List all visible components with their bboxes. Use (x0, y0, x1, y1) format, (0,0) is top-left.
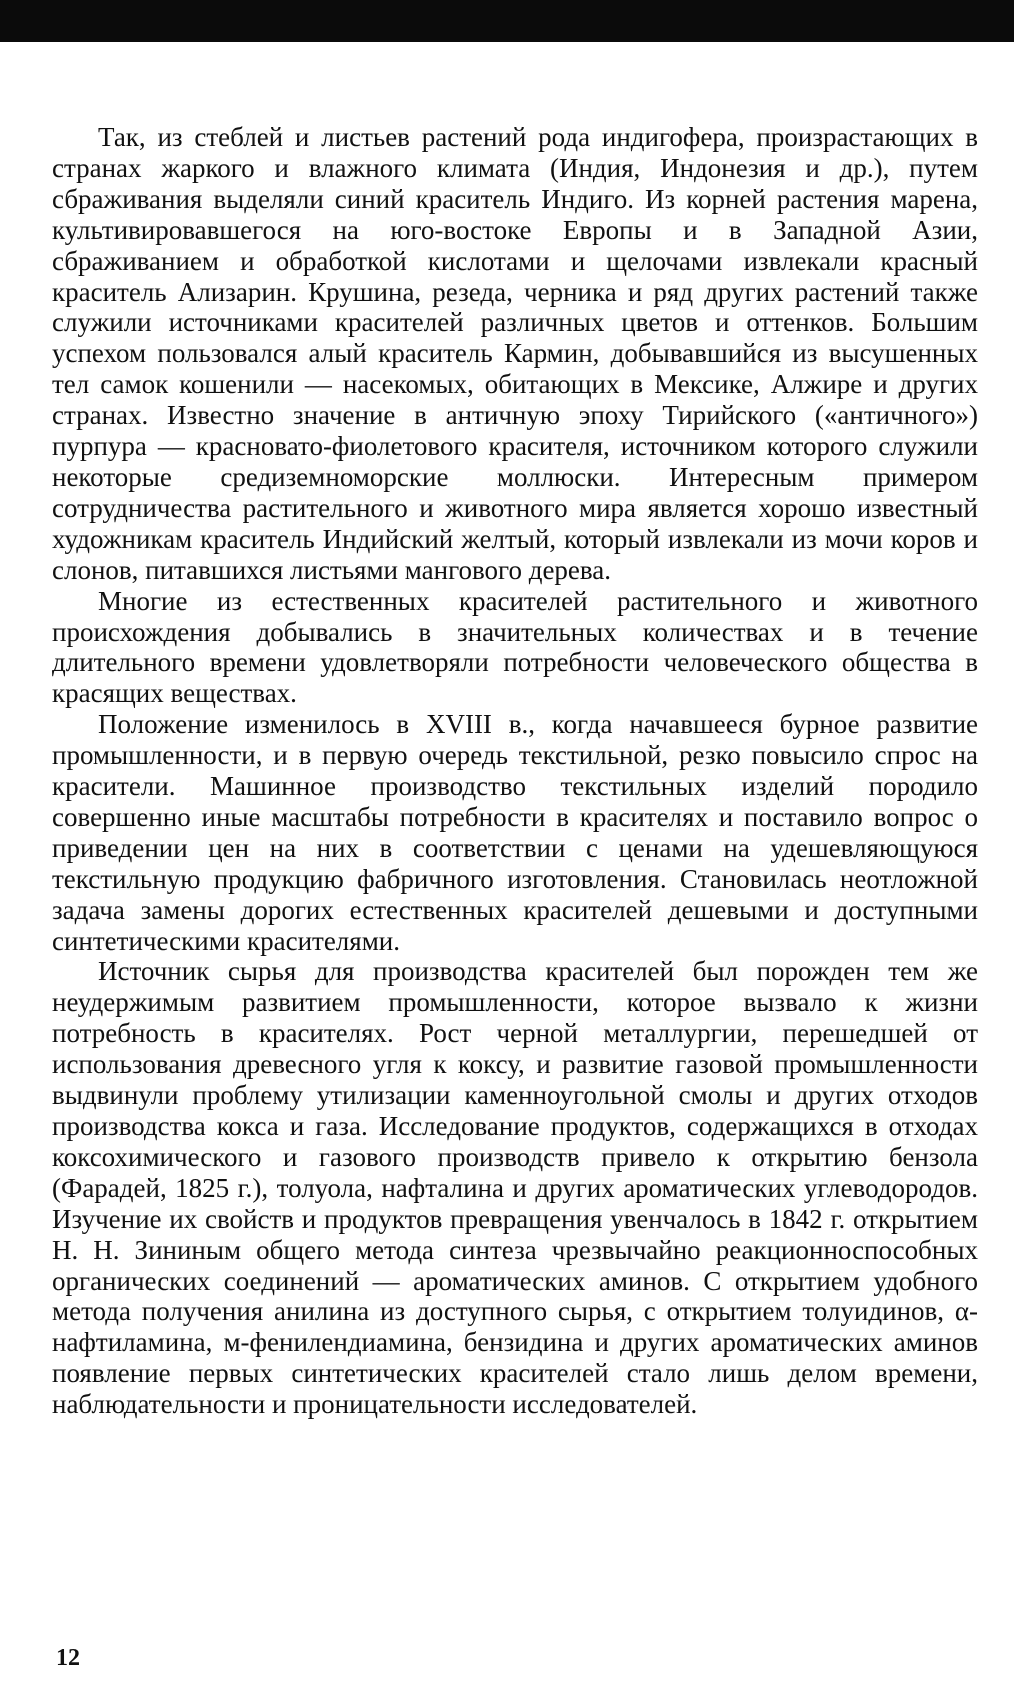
top-edge-bar (0, 0, 1014, 42)
paragraph-3: Положение изменилось в XVIII в., когда начавшееся бурное развитие промышленности, и в первую очередь текстильной, резко повысило спрос на красители. Машинное производство текстильных изделий породило совершенно иные масштабы потребности в красителях и поставило вопрос о приведении цен на них в соответствии с ценами на удешевляющуюся текстильную продукцию фабричного изготовления. Становилась неотложной задача замены дорогих естественных красителей дешевыми и доступными синтетическими красителями. (52, 709, 978, 956)
paragraph-1: Так, из стеблей и листьев растений рода индигофера, произрастающих в странах жаркого и влажного климата (Индия, Индонезия и др.), путем сбраживания выделяли синий краситель Индиго. Из корней растения марена, культивировавшегося на юго-востоке Европы и в Западной Азии, сбраживанием и обработкой кислотами и щелочами извлекали красный краситель Ализарин. Крушина, резеда, черника и ряд других растений также служили источниками красителей различных цветов и оттенков. Большим успехом пользовался алый краситель Кармин, добывавшийся из высушенных тел самок кошенили — насекомых, обитающих в Мексике, Алжире и других странах. Известно значение в античную эпоху Тирийского («античного») пурпура — красновато-фиолетового красителя, источником которого служили некоторые средиземноморские моллюски. Интересным примером сотрудничества растительного и животного мира является хорошо известный художникам краситель Индийский желтый, который извлекали из мочи коров и слонов, питавшихся листьями мангового дерева. (52, 122, 978, 585)
paragraph-4: Источник сырья для производства красителей был порожден тем же неудержимым развитием промышленности, которое вызвало к жизни потребность в красителях. Рост черной металлургии, перешедшей от использования древесного угля к коксу, и развитие газовой промышленности выдвинули проблему утилизации каменноугольной смолы и других отходов производства кокса и газа. Исследование продуктов, содержащихся в отходах коксохимического и газового производств привело к открытию бензола (Фарадей, 1825 г.), толуола, нафталина и других ароматических углеводородов. Изучение их свойств и продуктов превращения увенчалось в 1842 г. открытием Н. Н. Зининым общего метода синтеза чрезвычайно реакционноспособных органических соединений — ароматических аминов. С открытием удобного метода получения анилина из доступного сырья, с открытием толуидинов, α-нафтиламина, м-фенилендиамина, бензидина и других ароматических аминов появление первых синтетических красителей стало лишь делом времени, наблюдательности и проницательности исследователей. (52, 956, 978, 1420)
page-number: 12 (56, 1645, 80, 1671)
page-text (52, 122, 978, 1420)
paragraph-2: Многие из естественных красителей растительного и животного происхождения добывались в значительных количествах и в течение длительного времени удовлетворяли потребности человеческого общества в красящих веществах. (52, 585, 978, 709)
